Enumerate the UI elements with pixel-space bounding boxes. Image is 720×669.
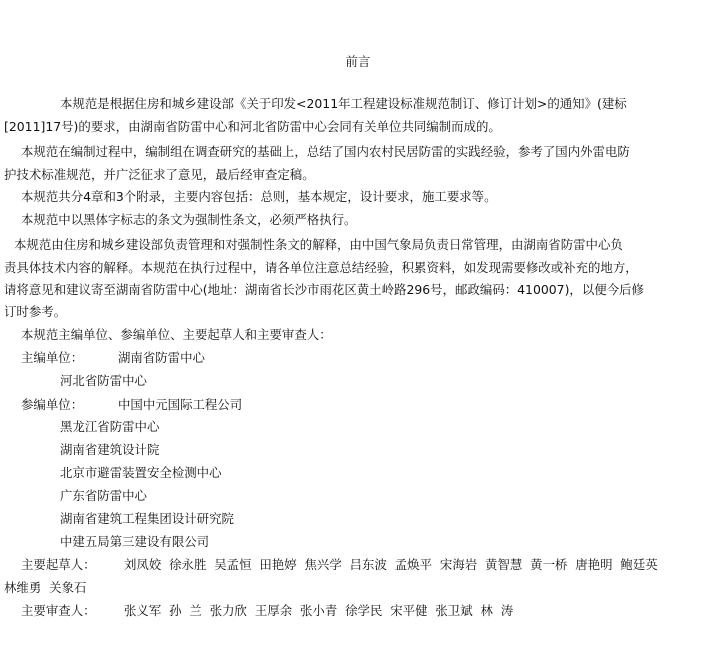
paragraph-5-line-1: 本规范由住房和城乡建设部负责管理和对强制性条文的解释，由中国气象局负责日常管理，由湖南省防雷中心负 [14, 237, 623, 252]
paragraph-6: 本规范主编单位、参编单位、主要起草人和主要审查人： [21, 327, 332, 342]
paragraph-5-line-3: 请将意见和建议寄至湖南省防雷中心(地址：湖南省长沙市雨花区黄土岭路296号，邮政编码：410007)，以便今后修 [4, 282, 644, 297]
page-title: 前言 [345, 54, 371, 69]
paragraph-3: 本规范共分4章和3个附录，主要内容包括：总则，基本规定，设计要求，施工要求等。 [21, 189, 497, 204]
paragraph-2-line-1: 本规范在编制过程中，编制组在调查研究的基础上，总结了国内农村民居防雷的实践经验，参考了国内外雷电防 [21, 144, 630, 159]
drafters-names-line-2: 林维勇 关象石 [4, 580, 87, 595]
participating-unit-item: 广东省防雷中心 [60, 488, 147, 503]
paragraph-4: 本规范中以黑体字标志的条文为强制性条文，必须严格执行。 [21, 212, 357, 227]
participating-unit-item: 湖南省建筑工程集团设计研究院 [60, 511, 234, 526]
drafters-names-line-1: 刘凤姣 徐永胜 吴孟恒 田艳婷 焦兴学 吕东波 孟焕平 宋海岩 黄智慧 黄一桥 唐艳明 鲍廷英 [124, 557, 658, 572]
participating-unit-item: 湖南省建筑设计院 [60, 442, 160, 457]
chief-units-label: 主编单位： [21, 350, 84, 365]
paragraph-1-line-1: 本规范是根据住房和城乡建设部《关于印发<2011年工程建设标准规范制订、修订计划>的通知》(建标 [60, 96, 627, 111]
reviewers-names: 张义军 孙 兰 张力欣 王厚余 张小青 徐学民 宋平健 张卫斌 林 涛 [124, 603, 514, 618]
paragraph-5-line-2: 责具体技术内容的解释。本规范在执行过程中，请各单位注意总结经验，积累资料，如发现需要修改或补充的地方， [4, 260, 638, 275]
participating-unit-item: 中建五局第三建设有限公司 [60, 534, 210, 549]
participating-unit-item: 中国中元国际工程公司 [118, 397, 243, 412]
participating-unit-item: 黑龙江省防雷中心 [60, 419, 160, 434]
reviewers-label: 主要审查人： [21, 603, 96, 618]
chief-unit-item: 湖南省防雷中心 [118, 350, 205, 365]
paragraph-1-line-2: [2011]17号)的要求，由湖南省防雷中心和河北省防雷中心会同有关单位共同编制而成的。 [4, 119, 501, 134]
paragraph-5-line-4: 订时参考。 [4, 304, 67, 319]
chief-unit-item: 河北省防雷中心 [60, 373, 147, 388]
participating-unit-item: 北京市避雷装置安全检测中心 [60, 465, 222, 480]
paragraph-2-line-2: 护技术标准规范，并广泛征求了意见，最后经审查定稿。 [4, 167, 315, 182]
drafters-label: 主要起草人： [21, 557, 96, 572]
participating-units-label: 参编单位： [21, 397, 84, 412]
